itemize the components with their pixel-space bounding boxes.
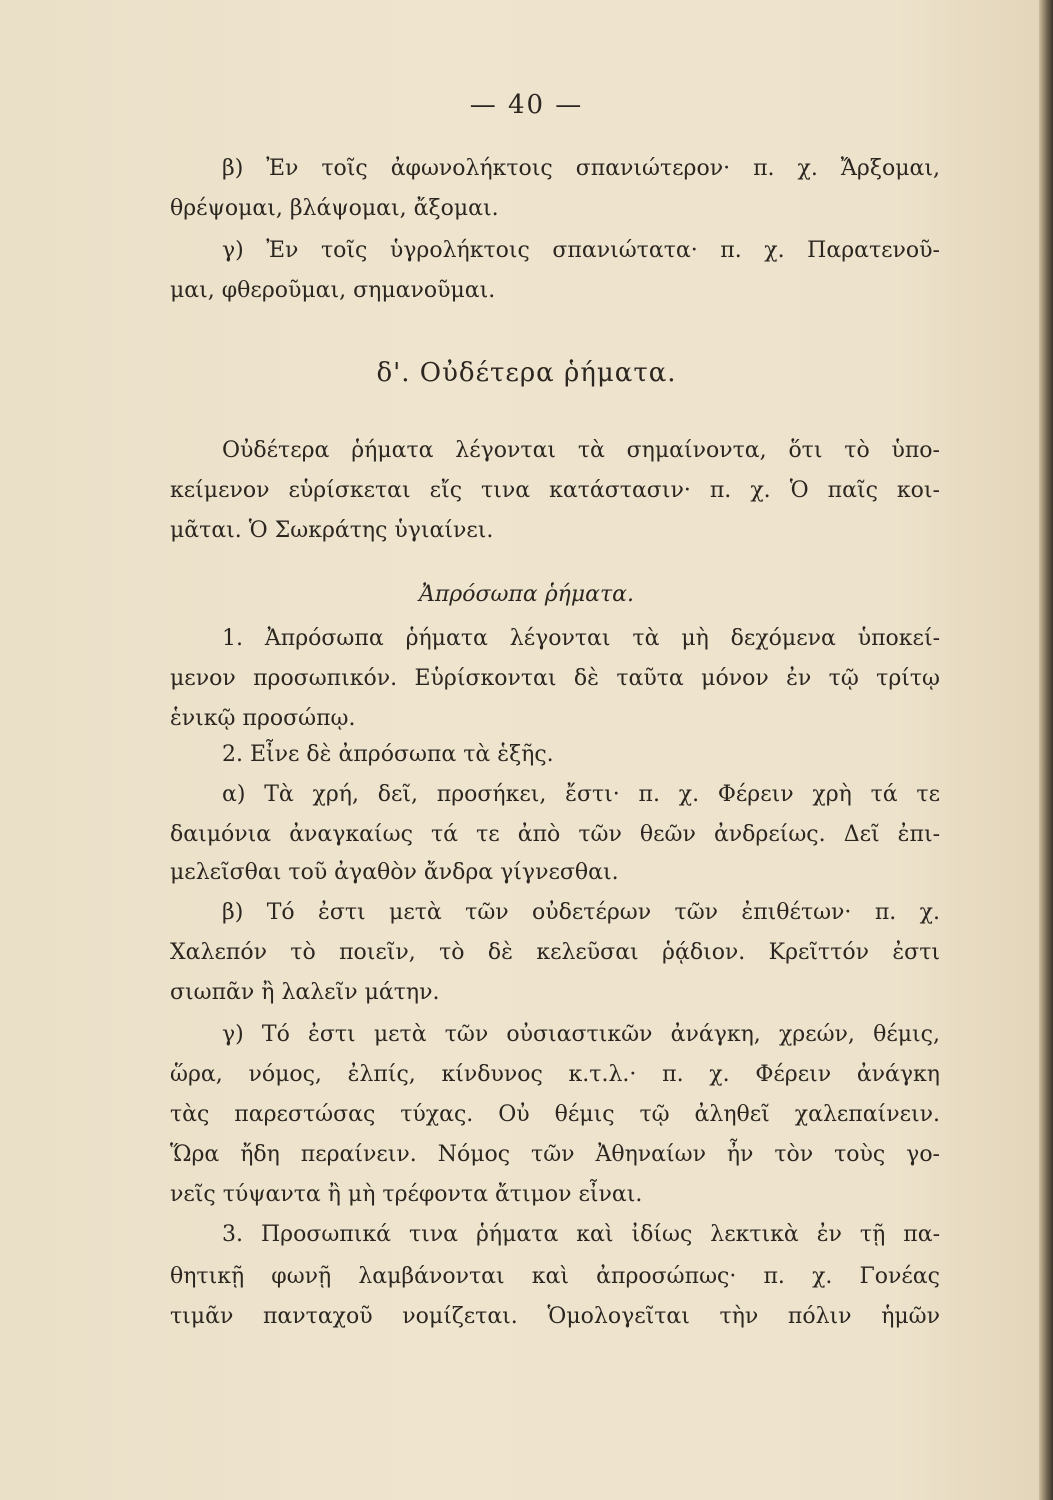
text-line: Χαλεπόν τὸ ποιεῖν, τὸ δὲ κελεῦσαι ῥᾴδιον. Κρεῖττόν ἐστι [170,940,940,965]
text-line: θητικῇ φωνῇ λαμβάνονται καὶ ἀπροσώπως· π. χ. Γονέας [170,1264,940,1289]
text-line: 1. Ἀπρόσωπα ῥήματα λέγονται τὰ μὴ δεχόμενα ὑποκεί- [222,626,940,651]
text-line: σιωπᾶν ἢ λαλεῖν μάτην. [170,980,440,1005]
text-line: β) Ἐν τοῖς ἀφωνολήκτοις σπανιώτερον· π. χ. Ἄρξομαι, [222,156,940,181]
text-line: γ) Ἐν τοῖς ὑγρολήκτοις σπανιώτατα· π. χ. Παρατενοῦ- [222,238,940,263]
text-line: μενον προσωπικόν. Εὑρίσκονται δὲ ταῦτα μόνον ἐν τῷ τρίτῳ [170,666,940,691]
subsection-heading: Ἀπρόσωπα ῥήματα. [418,582,635,607]
text-line: Ὥρα ἤδη περαίνειν. Νόμος τῶν Ἀθηναίων ἦν τὸν τοὺς γο- [170,1142,940,1167]
text-line: νεῖς τύψαντα ἢ μὴ τρέφοντα ἄτιμον εἶναι. [170,1182,643,1207]
text-line: κείμενον εὑρίσκεται εἴς τινα κατάστασιν· π. χ. Ὁ παῖς κοι- [170,478,940,503]
text-line: μᾶται. Ὁ Σωκράτης ὑγιαίνει. [170,518,494,543]
text-line: 3. Προσωπικά τινα ῥήματα καὶ ἰδίως λεκτικὰ ἐν τῇ πα- [222,1222,940,1247]
text-line: τιμᾶν πανταχοῦ νομίζεται. Ὁμολογεῖται τὴν πόλιν ἡμῶν [170,1304,940,1329]
page-number: — 40 — [469,90,584,120]
text-line: μαι, φθεροῦμαι, σημανοῦμαι. [170,278,496,303]
text-line: 2. Εἶνε δὲ ἀπρόσωπα τὰ ἑξῆς. [222,742,554,767]
text-line: τὰς παρεστώσας τύχας. Οὐ θέμις τῷ ἀληθεῖ χαλεπαίνειν. [170,1102,940,1127]
text-line: γ) Τό ἐστι μετὰ τῶν οὐσιαστικῶν ἀνάγκη, χρεών, θέμις, [222,1022,940,1047]
text-line: α) Τὰ χρή, δεῖ, προσήκει, ἔστι· π. χ. Φέρειν χρὴ τά τε [222,782,940,807]
text-line: δαιμόνια ἀναγκαίως τά τε ἀπὸ τῶν θεῶν ἀνδρείως. Δεῖ ἐπι- [170,822,940,847]
text-line: β) Τό ἐστι μετὰ τῶν οὐδετέρων τῶν ἐπιθέτων· π. χ. [222,900,940,925]
section-heading: δ'. Οὐδέτερα ῥήματα. [376,358,677,388]
page-edge-shadow [1039,0,1053,1500]
text-line: μελεῖσθαι τοῦ ἀγαθὸν ἄνδρα γίγνεσθαι. [170,860,619,885]
text-line: θρέψομαι, βλάψομαι, ἄξομαι. [170,196,499,221]
text-line: Οὐδέτερα ῥήματα λέγονται τὰ σημαίνοντα, ὅτι τὸ ὑπο- [222,438,940,463]
text-line: ἑνικῷ προσώπῳ. [170,706,356,731]
text-line: ὥρα, νόμος, ἐλπίς, κίνδυνος κ.τ.λ.· π. χ. Φέρειν ἀνάγκη [170,1062,940,1087]
